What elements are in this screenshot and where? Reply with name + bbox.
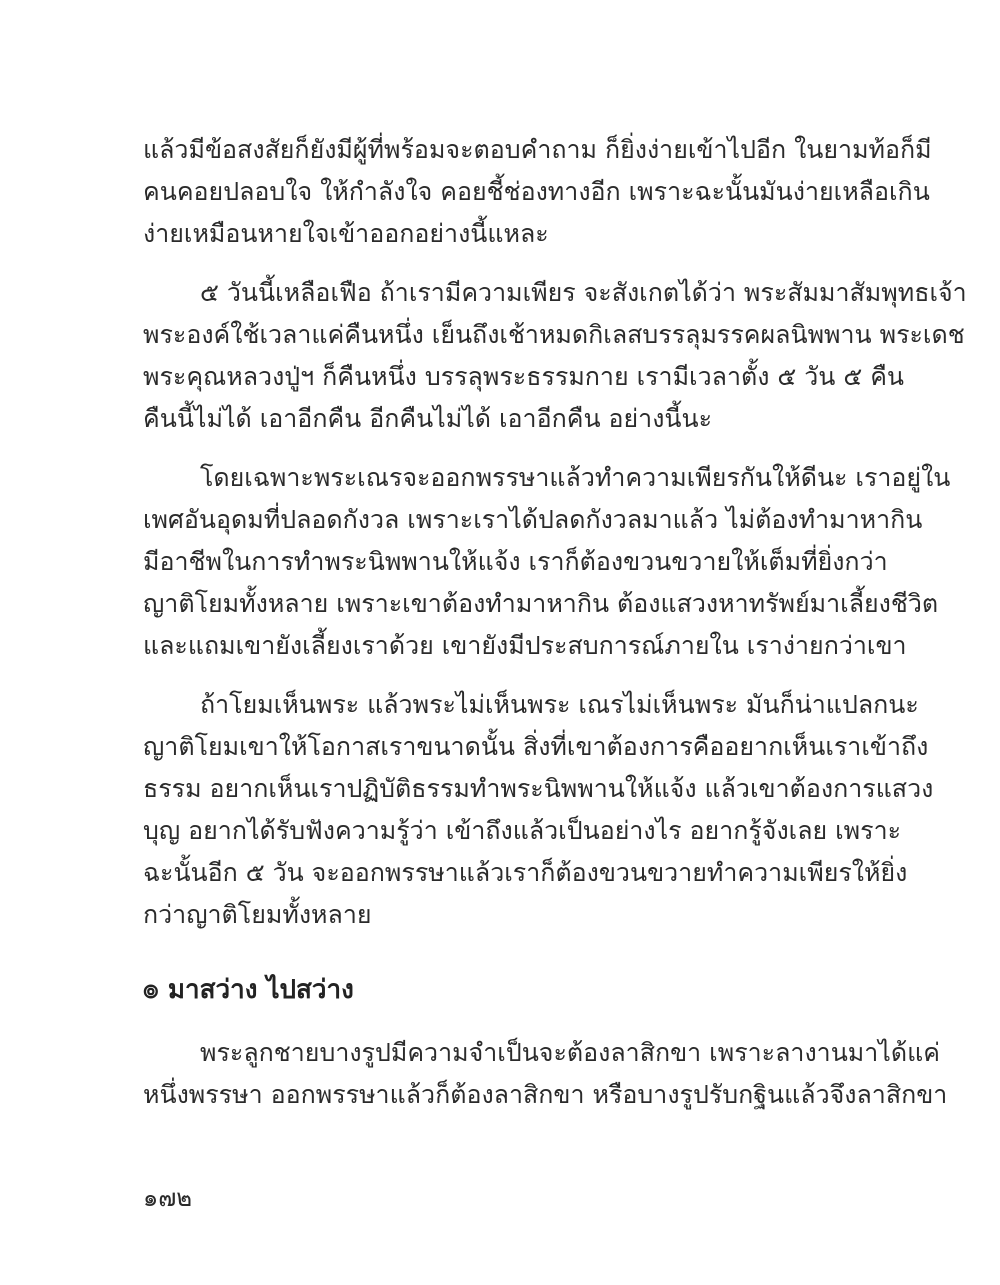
paragraph-line: หนึ่งพรรษา ออกพรรษาแล้วก็ต้องลาสิกขา หรือบางรูปรับกฐินแล้วจึงลาสิกขา (143, 1080, 948, 1109)
paragraph-line: พระองค์ใช้เวลาแค่คืนหนึ่ง เย็นถึงเช้าหมดกิเลสบรรลุมรรคผลนิพพาน พระเดช (143, 320, 965, 349)
paragraph-line: บุญ อยากได้รับฟังความรู้ว่า เข้าถึงแล้วเป็นอย่างไร อยากรู้จังเลย เพราะ (143, 816, 902, 845)
paragraph-line: คืนนี้ไม่ได้ เอาอีกคืน อีกคืนไม่ได้ เอาอีกคืน อย่างนี้นะ (143, 404, 713, 433)
paragraph-line: ๕ วันนี้เหลือเฟือ ถ้าเรามีความเพียร จะสังเกตได้ว่า พระสัมมาสัมพุทธเจ้า (200, 278, 967, 307)
paragraph-line: เพศอันอุดมที่ปลอดกังวล เพราะเราได้ปลดกังวลมาแล้ว ไม่ต้องทำมาหากิน (143, 505, 923, 534)
paragraph-line: ง่ายเหมือนหายใจเข้าออกอย่างนี้แหละ (143, 219, 549, 248)
paragraph-line: ญาติโยมทั้งหลาย เพราะเขาต้องทำมาหากิน ต้องแสวงหาทรัพย์มาเลี้ยงชีวิต (143, 589, 939, 618)
paragraph-line: แล้วมีข้อสงสัยก็ยังมีผู้ที่พร้อมจะตอบคำถาม ก็ยิ่งง่ายเข้าไปอีก ในยามท้อก็มี (143, 135, 932, 164)
paragraph-line: พระลูกชายบางรูปมีความจำเป็นจะต้องลาสิกขา เพราะลางานมาได้แค่ (200, 1038, 940, 1067)
paragraph-line: และแถมเขายังเลี้ยงเราด้วย เขายังมีประสบการณ์ภายใน เราง่ายกว่าเขา (143, 631, 907, 660)
paragraph-line: ธรรม อยากเห็นเราปฏิบัติธรรมทำพระนิพพานให้แจ้ง แล้วเขาต้องการแสวง (143, 774, 934, 803)
paragraph-line: ญาติโยมเขาให้โอกาสเราขนาดนั้น สิ่งที่เขาต้องการคืออยากเห็นเราเข้าถึง (143, 732, 929, 761)
page-number: ๑๗๒ (143, 1184, 193, 1212)
paragraph-line: พระคุณหลวงปู่ฯ ก็คืนหนึ่ง บรรลุพระธรรมกาย เรามีเวลาตั้ง ๕ วัน ๕ คืน (143, 362, 905, 391)
paragraph-line: ถ้าโยมเห็นพระ แล้วพระไม่เห็นพระ เณรไม่เห็นพระ มันก็น่าแปลกนะ (200, 690, 919, 719)
paragraph-line: กว่าญาติโยมทั้งหลาย (143, 900, 372, 929)
section-heading: ๏ มาสว่าง ไปสว่าง (143, 975, 354, 1005)
paragraph-line: ฉะนั้นอีก ๕ วัน จะออกพรรษาแล้วเราก็ต้องขวนขวายทำความเพียรให้ยิ่ง (143, 858, 908, 887)
paragraph-line: มีอาชีพในการทำพระนิพพานให้แจ้ง เราก็ต้องขวนขวายให้เต็มที่ยิ่งกว่า (143, 547, 888, 576)
paragraph-line: โดยเฉพาะพระเณรจะออกพรรษาแล้วทำความเพียรกันให้ดีนะ เราอยู่ใน (200, 463, 951, 492)
paragraph-line: คนคอยปลอบใจ ให้กำลังใจ คอยชี้ช่องทางอีก เพราะฉะนั้นมันง่ายเหลือเกิน (143, 177, 930, 206)
